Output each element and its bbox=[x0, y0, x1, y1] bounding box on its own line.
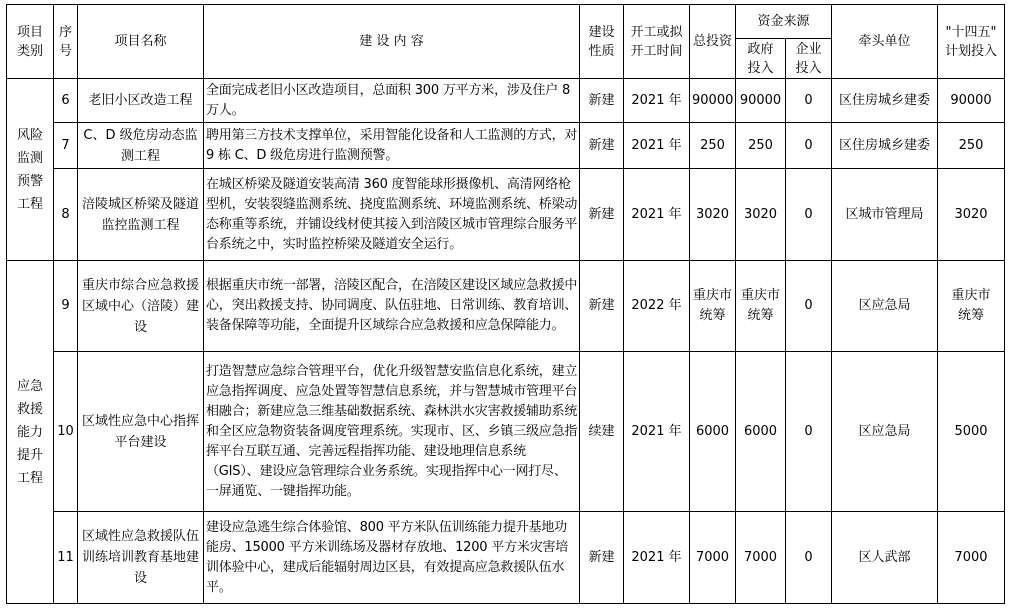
total-cell: 3020 bbox=[690, 169, 736, 261]
total-cell: 250 bbox=[690, 123, 736, 169]
header-lead: 牵头单位 bbox=[832, 5, 938, 79]
total-cell: 7000 bbox=[690, 512, 736, 604]
nature-cell: 续建 bbox=[580, 352, 624, 512]
name-cell: 老旧小区改造工程 bbox=[78, 79, 204, 123]
plan-cell: 7000 bbox=[938, 512, 1005, 604]
content-cell: 聘用第三方技术支撑单位，采用智能化设备和人工监测的方式，对 9 栋 C、D 级危房进行监测预警。 bbox=[204, 123, 580, 169]
table-row bbox=[7, 512, 1005, 604]
plan-cell: 5000 bbox=[938, 352, 1005, 512]
header-start-time: 开工或拟 开工时间 bbox=[624, 5, 690, 79]
nature-cell: 新建 bbox=[580, 123, 624, 169]
seq-cell: 9 bbox=[54, 261, 78, 352]
seq-cell: 11 bbox=[54, 512, 78, 604]
content-cell: 全面完成老旧小区改造项目，总面积 300 万平方米，涉及住户 8 万人。 bbox=[204, 79, 580, 123]
table-row bbox=[7, 79, 1005, 123]
plan-cell: 重庆市 统筹 bbox=[938, 261, 1005, 352]
seq-cell: 10 bbox=[54, 352, 78, 512]
total-cell: 6000 bbox=[690, 352, 736, 512]
table-row bbox=[7, 169, 1005, 261]
name-cell: 重庆市综合应急救援区域中心（涪陵）建设 bbox=[78, 261, 204, 352]
plan-cell: 3020 bbox=[938, 169, 1005, 261]
table-row bbox=[7, 261, 1005, 352]
name-cell: C、D 级危房动态监测工程 bbox=[78, 123, 204, 169]
nature-cell: 新建 bbox=[580, 169, 624, 261]
table-row bbox=[7, 352, 1005, 512]
header-name: 项目名称 bbox=[78, 5, 204, 79]
nature-cell: 新建 bbox=[580, 512, 624, 604]
lead-cell: 区住房城乡建委 bbox=[832, 79, 938, 123]
header-total: 总投资 bbox=[690, 5, 736, 79]
ent-cell: 0 bbox=[786, 123, 832, 169]
time-cell: 2021 年 bbox=[624, 79, 690, 123]
nature-cell: 新建 bbox=[580, 261, 624, 352]
ent-cell: 0 bbox=[786, 261, 832, 352]
total-cell: 90000 bbox=[690, 79, 736, 123]
ent-cell: 0 bbox=[786, 79, 832, 123]
header-seq: 序 号 bbox=[54, 5, 78, 79]
gov-cell: 250 bbox=[736, 123, 786, 169]
time-cell: 2021 年 bbox=[624, 512, 690, 604]
category-cell: 风险 监测 预警 工程 bbox=[7, 79, 54, 261]
category-cell: 应急 救援 能力 提升 工程 bbox=[7, 261, 54, 604]
gov-cell: 重庆市 统筹 bbox=[736, 261, 786, 352]
header-ent: 企业 投入 bbox=[786, 39, 832, 79]
time-cell: 2021 年 bbox=[624, 123, 690, 169]
seq-cell: 6 bbox=[54, 79, 78, 123]
header-content: 建 设 内 容 bbox=[204, 5, 580, 79]
gov-cell: 6000 bbox=[736, 352, 786, 512]
plan-cell: 250 bbox=[938, 123, 1005, 169]
header-gov: 政府 投入 bbox=[736, 39, 786, 79]
lead-cell: 区应急局 bbox=[832, 261, 938, 352]
header-fund-source: 资金来源 bbox=[736, 5, 832, 39]
lead-cell: 区住房城乡建委 bbox=[832, 123, 938, 169]
time-cell: 2021 年 bbox=[624, 352, 690, 512]
seq-cell: 7 bbox=[54, 123, 78, 169]
lead-cell: 区应急局 bbox=[832, 352, 938, 512]
gov-cell: 3020 bbox=[736, 169, 786, 261]
header-nature: 建设 性质 bbox=[580, 5, 624, 79]
lead-cell: 区城市管理局 bbox=[832, 169, 938, 261]
time-cell: 2021 年 bbox=[624, 169, 690, 261]
content-cell: 在城区桥梁及隧道安装高清 360 度智能球形摄像机、高清网络枪型机，安装裂缝监测系统、挠度监测系统、环境监测系统、桥梁动态称重等系统，并铺设线材使其接入到涪陵区城市管理综合服务平台系统之中，实时监控桥梁及隧道安全运行。 bbox=[204, 169, 580, 261]
name-cell: 区域性应急中心指挥平台建设 bbox=[78, 352, 204, 512]
name-cell: 涪陵城区桥梁及隧道监控监测工程 bbox=[78, 169, 204, 261]
header-category: 项目 类别 bbox=[7, 5, 54, 79]
total-cell: 重庆市 统筹 bbox=[690, 261, 736, 352]
content-cell: 根据重庆市统一部署，涪陵区配合，在涪陵区建设区域应急救援中心，突出救援支持、协同调度、队伍驻地、日常训练、教育培训、装备保障等功能，全面提升区域综合应急救援和应急保障能力。 bbox=[204, 261, 580, 352]
nature-cell: 新建 bbox=[580, 79, 624, 123]
ent-cell: 0 bbox=[786, 512, 832, 604]
header-plan: "十四五" 计划投入 bbox=[938, 5, 1005, 79]
content-cell: 建设应急逃生综合体验馆、800 平方米队伍训练能力提升基地功能房、15000 平方米训练场及器材存放地、1200 平方米灾害培训体验中心，建成后能辐射周边区县，有效提高应急救援队伍水平。 bbox=[204, 512, 580, 604]
time-cell: 2022 年 bbox=[624, 261, 690, 352]
plan-cell: 90000 bbox=[938, 79, 1005, 123]
ent-cell: 0 bbox=[786, 352, 832, 512]
name-cell: 区域性应急救援队伍训练培训教育基地建设 bbox=[78, 512, 204, 604]
table-row bbox=[7, 123, 1005, 169]
projects-table bbox=[6, 4, 1005, 604]
ent-cell: 0 bbox=[786, 169, 832, 261]
gov-cell: 90000 bbox=[736, 79, 786, 123]
content-cell: 打造智慧应急综合管理平台，优化升级智慧安监信息化系统，建立应急指挥调度、应急处置等智慧信息系统，并与智慧城市管理平台相融合；新建应急三维基础数据系统、森林洪水灾害救援辅助系统和全区应急物资装备调度管理系统。实现市、区、乡镇三级应急指挥平台互联互通、完善远程指挥功能、建设地理信息系统（GIS）、建设应急管理综合业务系统。实现指挥中心一网打尽、一屏通览、一键指挥功能。 bbox=[204, 352, 580, 512]
seq-cell: 8 bbox=[54, 169, 78, 261]
lead-cell: 区人武部 bbox=[832, 512, 938, 604]
gov-cell: 7000 bbox=[736, 512, 786, 604]
